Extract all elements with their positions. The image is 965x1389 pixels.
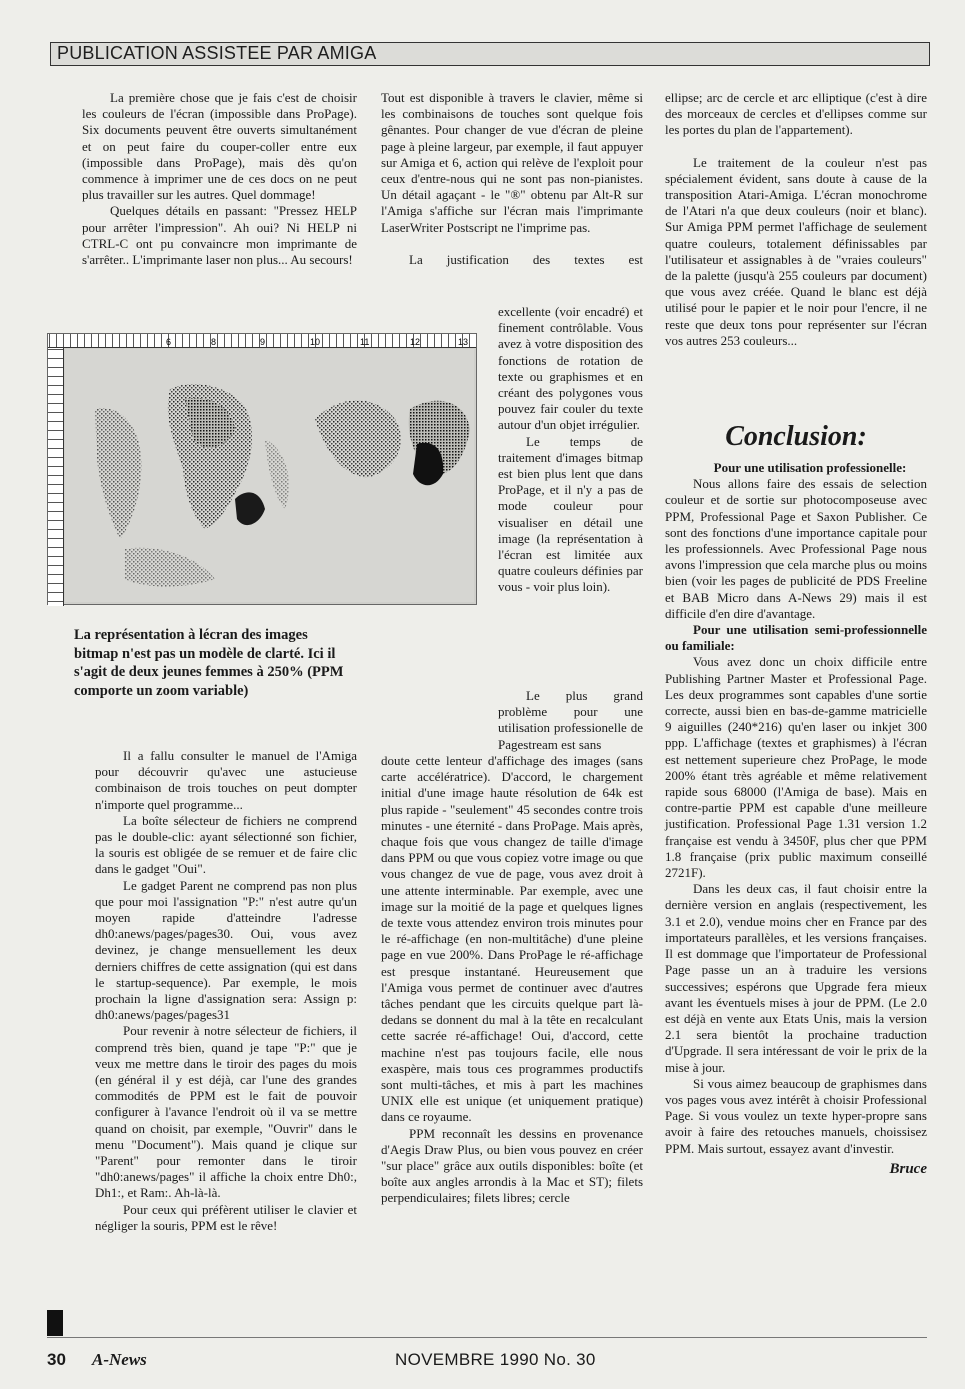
horizontal-ruler: [48, 334, 476, 348]
paragraph: Dans les deux cas, il faut choisir entre la dernière version en anglais (respectivement, les 3.1 et 2.0), vendue moins cher en France par des importateurs parallèles, et les versions françaises. Il est dommage que l'importateur de Professional Page passe un an à traduire les versions successives; espérons que Upgrade fera mieux avant les éventuels mises à jour de PPM. (Le 2.0 est déjà en vente aux Etats Unis, mais la version 2.1 sera bientôt la prochaine traduction d'Upgrade. Il sera intéressant de voir le prix de la mise à jour.: [665, 881, 927, 1075]
paragraph: Il a fallu consulter le manuel de l'Amiga pour découvrir qu'avec une astucieuse combinaison de trois touches on peut dompter n'importe quel programme...: [95, 748, 357, 812]
ruler-label: 6: [166, 337, 172, 347]
bitmap-image: [65, 349, 474, 602]
justification-lead: La justification des textes est: [409, 251, 643, 267]
column-2-wrapped-text: [498, 304, 643, 596]
paragraph: Pour revenir à notre sélecteur de fichiers, il comprend très bien, quand je tape "P:" que je veux me mettre dans le tiroir des pages du mois (en général il y est déjà, car l'une des grandes commodités de PPM est le fait de pouvoir configurer à l'avance l'endroit où il va se mettre quand on choisit, par exemple, "Ouvrir" dans le menu "Document"). Mais quand je clique sur "Parent" pour remonter dans le tiroir "dh0:anews/pages" il affiche la choix entre Dh0:, Dh1:, et Ram:. Ah-là-là.: [95, 1023, 357, 1201]
paragraph: La boîte sélecteur de fichiers ne comprend pas le double-clic: ayant sélectionné son fichier, la souris est obligée de se remuer et de faire clic dans le gadget "Oui".: [95, 812, 357, 877]
magazine-name: A-News: [92, 1350, 147, 1369]
column-2-bottom: [381, 753, 643, 1207]
column-3: [665, 90, 927, 349]
paragraph: Quelques détails en passant: "Pressez HELP pour arrêter l'impression". Ah oui? Ni HELP ni CTRL-C ont pu convaincre mon imprimante de s'arrêter.. L'imprimante laser non plus... Au secours!: [82, 203, 357, 268]
footer-divider: [47, 1337, 927, 1338]
issue-date: NOVEMBRE 1990 No. 30: [395, 1350, 596, 1369]
ruler-labels: [48, 334, 478, 348]
vertical-ruler: [48, 348, 64, 606]
paragraph: ellipse; arc de cercle et arc elliptique (c'est à dire des morceaux de cercles et d'ellipses comme sur les portes du plan de l'appartement).: [665, 90, 927, 138]
conclusion-heading: Conclusion:: [725, 421, 867, 452]
dithered-bitmap-graphic: [65, 349, 475, 604]
conclusion-body: [665, 460, 927, 1177]
ruler-label: 9: [260, 337, 266, 347]
paragraph: Le plus grand problème pour une utilisation professionelle de Pagestream est sans: [498, 688, 643, 752]
paragraph: PPM reconnaît les dessins en provenance d'Aegis Draw Plus, ou bien vous pouvez en créer "sur place" grâce aux outils disponibles: boîte (et boîte aux angles arrondis à la Mac et ST); filets perpendiculaires; filets libres; cercle: [381, 1125, 643, 1206]
author-signature: Bruce: [889, 1160, 927, 1177]
paragraph: Pour ceux qui préfèrent utiliser le clavier et négliger la souris, PPM est le rêve!: [95, 1201, 357, 1233]
ruler-label: 8: [211, 337, 217, 347]
page-number: 30: [47, 1350, 66, 1369]
ruler-label: 10: [310, 337, 321, 347]
column-1-bottom: [95, 748, 357, 1234]
ruler-label: 11: [360, 337, 370, 347]
paragraph: doute cette lenteur d'affichage des images (sans carte accélératrice). D'accord, le chargement initial d'une image haute résolution de 64k est plus rapide - "seulement" 45 secondes contre trois minutes - une éternité - dans ProPage. Mais après, chaque fois que vous changez de taille d'image dans PPM ou que vous copiez votre image ou que vous changez de vue de page, vous avez droit à une attente interminable. Par exemple, avec une image sur la moitié de la page et quelques lignes de texte vous attendez environ trois minutes pour le ré-affichage (en non-multitâche) d'une pleine page en vue 200%. Dans ProPage le ré-affichage est presque instantané. Heureusement que l'Amiga vous permet de continuer avec d'autres tâches pendant que les circuits quelque part là-dedans se donnent du mal à la tête en recalculant cette sacrée ré-affichage! Oui, d'accord, cette machine n'est pas toujours facile, elle nous exaspère, mais tous ces programmes productifs sont multi-tâches, et mis à part les machines UNIX elle est unique (et uniquement pratique) dans ce royaume.: [381, 753, 643, 1125]
ruler-label: 12: [410, 337, 421, 347]
paragraph: excellente (voir encadré) et finement contrôlable. Vous avez à votre disposition des fonctions de rotation de texte ou graphismes et en créant des polygones vous pouvez fair couler du texte autour d'un objet irrégulier.: [498, 304, 643, 433]
paragraph: La première chose que je fais c'est de choisir les couleurs de l'écran (impossible dans ProPage). Six documents peuvent être ouverts simultanément et on peut faire du couper-coller entre eux (impossible dans ProPage), mais dès qu'on commence à imprimer une de ces docs on ne peut plus travailler sur les autres. Quel dommage!: [82, 90, 357, 203]
paragraph: Nous allons faire des essais de selection couleur et de sortie sur photocomposeuse avec PPM, Professional Page et Saxon Publisher. Ce sont des fonctions d'une importance capitale pour les professionnels. Avec Professional Page nous avons l'impression que cela marche plus ou moins bien (voir les pages de publicité de PDS Freeline et BAB Micro dans A-News 29) mais il est difficile d'en dire d'avantage.: [665, 476, 927, 621]
section-header: PUBLICATION ASSISTEE PAR AMIGA: [50, 42, 930, 66]
paragraph: Tout est disponible à travers le clavier, même si les combinaisons de touches sont quelque fois gênantes. Pour changer de vue d'écran de pleine page à pleine largeur, par exemple, il faut appuyer sur Amiga et 6, action qui relève de l'exploit pour ceux d'entre-nous qui ne sont pas non-pianistes. Un détail agaçant - le "®" obtenu par Alt-R sur l'Amiga s'affiche sur l'écran mais l'imprimante LaserWriter Postscript ne l'imprime pas.: [381, 90, 643, 235]
bitmap-screen-figure: [47, 333, 477, 605]
subheading: Pour une utilisation semi-professionnelle ou familiale:: [665, 622, 927, 654]
subheading: Pour une utilisation professionelle:: [713, 460, 907, 475]
paragraph: Vous avez donc un choix difficile entre Publishing Partner Master et Professional Page. Les deux programmes sont capables d'une sortie correcte, aussi bien en bas-de-gamme matricielle 9 aiguilles (240*216) qu'en laser ou inkjet 300 ppp. L'affichage (textes et graphismes) à l'écran est nettement superieure chez ProPage, le mode 200% étant très agréable et même relativement rapide sous 68000 (l'Amiga de base). Mais en contre-partie PPM est capable d'une meilleure justification. Professional Page 1.31 version 1.2 française est vendu à 3450F, plus cher que PPM 1.8 française (prix public maximum conseillé 2721F).: [665, 654, 927, 881]
column-2-top: [381, 90, 643, 268]
page-corner-marker: [47, 1310, 63, 1336]
ruler-label: 13: [458, 337, 469, 347]
paragraph: Le gadget Parent ne comprend pas non plus que pour moi l'assignation "P:" n'est autre qu'un moyen rapide d'atteindre l'adresse dh0:anews/pages/pages30. Oui, vous avez devinez, je change mensuellement les deux derniers chiffres de cette assignation (qui est dans le startup-sequence). Par exemple, le mois prochain la ligne d'assignation sera: Assign p: dh0:anews/pages/pages31: [95, 877, 357, 1023]
column-2-wrap-lead: [498, 688, 643, 753]
paragraph: Si vous aimez beaucoup de graphismes dans vos pages vous avez intérêt à choisir Professional Page. Si vous voulez un texte hyper-propre sans avoir à faire des retouches manuels, choissisez PPM. Mais surtout, essayez avant d'investir.: [665, 1075, 927, 1156]
column-1-top: [82, 90, 357, 268]
figure-caption: La représentation à lécran des images bitmap n'est pas un modèle de clarté. Ici il s'agit de deux jeunes femmes à 250% (PPM comporte un zoom variable): [74, 627, 344, 699]
paragraph: Le temps de traitement d'images bitmap est bien plus lent que dans ProPage, et il n'y a pas de mode couleur pour visualiser en détail une image (la représentation à l'écran est limitée aux quatre couleurs définies par vous - voir plus loin).: [498, 433, 643, 595]
paragraph: Le traitement de la couleur n'est pas spécialement évident, sans doute à cause de la transposition Atari-Amiga. L'écran monochrome de l'Atari n'a que deux couleurs (noir et blanc). Sur Amiga PPM permet l'affichage de seulement quatre couleurs, totalement définissables par l'utilisateur et assignables à de "vraies couleurs" de la palette (jusqu'à 255 couleurs par document) que vous avez créée. Quand le blanc est déjà utilisé pour le papier et le noir pour l'encre, il ne reste que deux tons pour représenter sur l'écran vos autres 253 couleurs...: [665, 154, 927, 348]
